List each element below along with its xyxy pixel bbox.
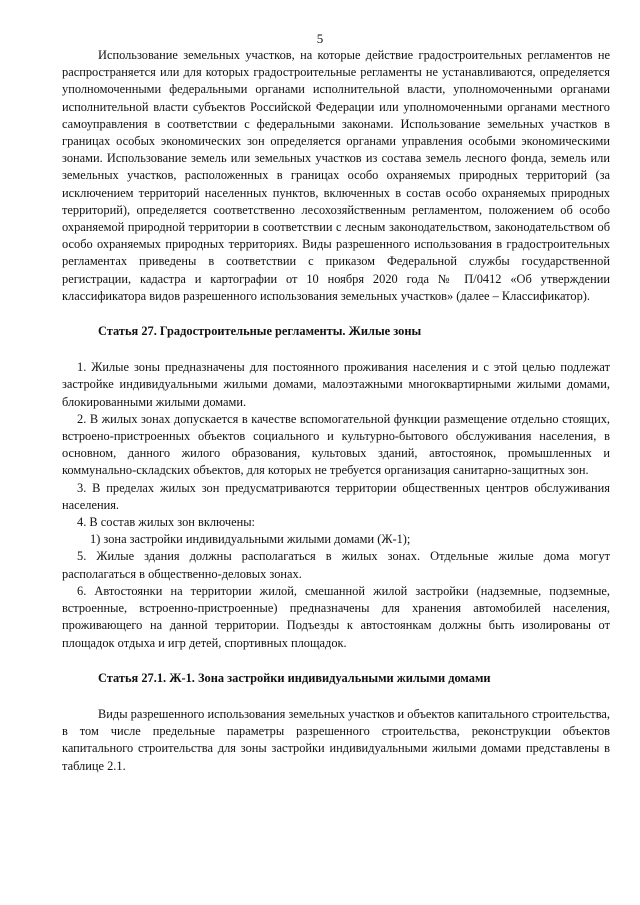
article-27-1-heading: Статья 27.1. Ж-1. Зона застройки индивидуальными жилыми домами <box>98 670 491 685</box>
article-27-item-2: 2. В жилых зонах допускается в качестве вспомогательной функции размещение отдельно стоящих, встроено-пристроенных объектов социального и культурно-бытового обслуживания населения, в основном, данного жилого образования, культовых зданий, автостоянок, промышленных и коммунально-складских объектов, для которых не требуется организация санитарно-защитных зон. <box>62 411 610 478</box>
document-body <box>62 47 610 775</box>
article-27-sub-item-1: 1) зона застройки индивидуальными жилыми домами (Ж-1); <box>90 532 411 547</box>
article-27-item-6: 6. Автостоянки на территории жилой, смешанной жилой застройки (надземные, подземные, встроенные, встроенно-пристроенные) предназначены для хранения автомобилей населения, проживающего на данной территории. Подъезды к автостоянкам должны быть изолированы от площадок отдыха и игр детей, спортивных площадок. <box>62 583 610 650</box>
intro-paragraph: Использование земельных участков, на которые действие градостроительных регламентов не распространяется или для которых градостроительные регламенты не устанавливаются, определяется уполномоченными федеральными органами исполнительной власти, уполномоченными органами исполнительной власти субъектов Российской Федерации или уполномоченными органами местного самоуправления в соответствии с федеральными законами. Использование земельных участков в границах особых экономических зон определяется органами управления особыми экономическими зонами. Использование земель или земельных участков из состава земель лесного фонда, земель или земельных участков, расположенных в границах особо охраняемых природных территорий (за исключением территорий населенных пунктов, включенных в состав особо охраняемых природных территорий), определяется соответственно лесохозяйственным регламентом, положением об особо охраняемой природной территории в соответствии с лесным законодательством, законодательством об особо охраняемых природных территориях. Виды разрешенного использования в градостроительных регламентах приведены в соответствии с приказом Федеральной службы государственной регистрации, кадастра и картографии от 10 ноября 2020 года № П/0412 «Об утверждении классификатора видов разрешенного использования земельных участков» (далее – Классификатор). <box>62 48 610 303</box>
article-27-item-4: 4. В состав жилых зон включены: <box>77 515 255 530</box>
article-27-1-paragraph: Виды разрешенного использования земельных участков и объектов капитального строительства, в том числе предельные параметры разрешенного строительства, реконструкции объектов капитального строительства для зоны застройки индивидуальными жилыми домами представлены в таблице 2.1. <box>62 706 610 773</box>
article-27-item-3: 3. В пределах жилых зон предусматриваются территории общественных центров обслуживания населения. <box>62 480 610 512</box>
page-number: 5 <box>316 31 324 46</box>
article-27-item-1: 1. Жилые зоны предназначены для постоянного проживания населения и с этой целью подлежат застройке индивидуальными жилыми домами, малоэтажными многоквартирными жилыми домами, блокированными жилыми домами. <box>62 360 610 409</box>
article-27-heading: Статья 27. Градостроительные регламенты. Жилые зоны <box>98 324 422 339</box>
article-27-item-5: 5. Жилые здания должны располагаться в жилых зонах. Отдельные жилые дома могут располагаться в общественно-деловых зонах. <box>62 549 610 581</box>
